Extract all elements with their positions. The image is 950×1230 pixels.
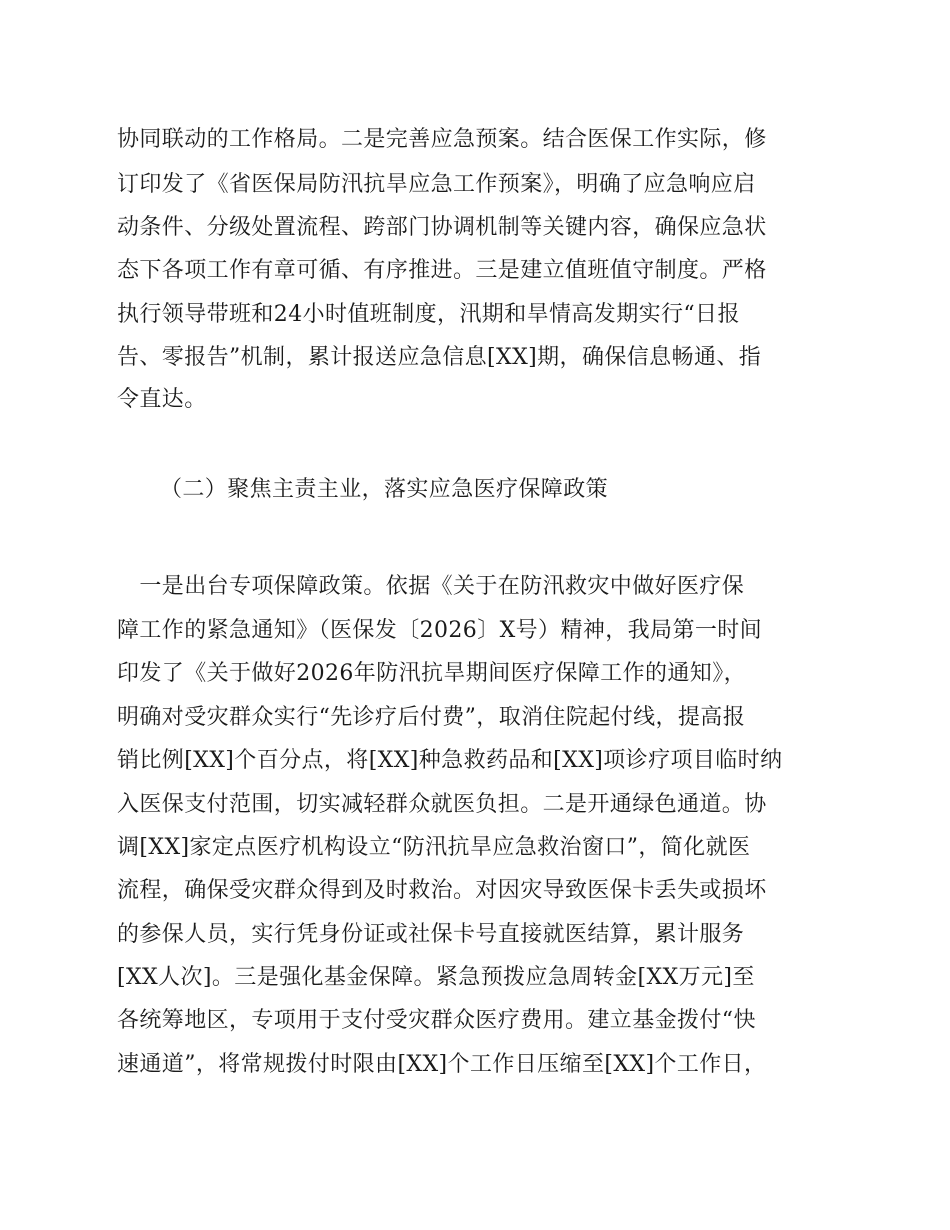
paragraph-line: 令直达。 <box>117 387 207 412</box>
section-heading: （二）聚焦主责主业，落实应急医疗保障政策 <box>160 477 609 502</box>
paragraph-line: 调[XX]家定点医疗机构设立“防汛抗旱应急救治窗口”，简化就医 <box>117 835 751 860</box>
paragraph-line: 执行领导带班和24小时值班制度，汛期和旱情高发期实行“日报 <box>117 302 740 327</box>
paragraph-line: 动条件、分级处置流程、跨部门协调机制等关键内容，确保应急状 <box>117 215 767 240</box>
paragraph-line: 入医保支付范围，切实减轻群众就医负担。二是开通绿色通道。协 <box>117 792 767 817</box>
paragraph-line: 的参保人员，实行凭身份证或社保卡号直接就医结算，累计服务 <box>117 922 745 947</box>
paragraph-line: 流程，确保受灾群众得到及时救治。对因灾导致医保卡丢失或损坏 <box>117 878 767 903</box>
paragraph-line: 各统筹地区，专项用于支付受灾群众医疗费用。建立基金拨付“快 <box>117 1008 756 1033</box>
paragraph-line: 告、零报告”机制，累计报送应急信息[XX]期，确保信息畅通、指 <box>117 345 762 370</box>
paragraph-line: 态下各项工作有章可循、有序推进。三是建立值班值守制度。严格 <box>117 258 767 283</box>
paragraph-line: 协同联动的工作格局。二是完善应急预案。结合医保工作实际，修 <box>117 127 767 152</box>
paragraph-line: 一是出台专项保障政策。依据《关于在防汛救灾中做好医疗保 <box>117 574 745 599</box>
paragraph-line: 速通道”，将常规拨付时限由[XX]个工作日压缩至[XX]个工作日， <box>117 1052 767 1077</box>
paragraph-line: 障工作的紧急通知》（医保发〔2026〕X号）精神，我局第一时间 <box>117 618 763 643</box>
paragraph-line: [XX人次]。三是强化基金保障。紧急预拨应急周转金[XX万元]至 <box>117 965 755 990</box>
paragraph-line: 印发了《关于做好2026年防汛抗旱期间医疗保障工作的通知》， <box>117 661 746 686</box>
paragraph-line: 销比例[XX]个百分点，将[XX]种急救药品和[XX]项诊疗项目临时纳 <box>117 748 783 773</box>
paragraph-line: 明确对受灾群众实行“先诊疗后付费”，取消住院起付线，提高报 <box>117 705 746 730</box>
paragraph-line: 订印发了《省医保局防汛抗旱应急工作预案》，明确了应急响应启 <box>117 172 756 197</box>
